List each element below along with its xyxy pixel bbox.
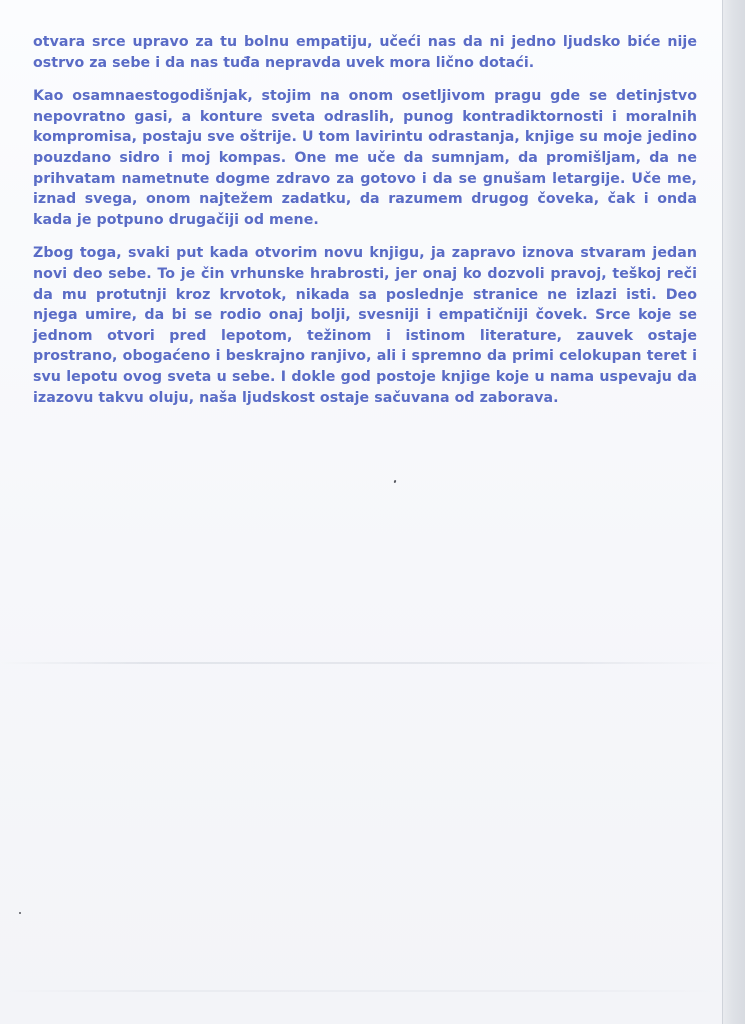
essay-text — [33, 32, 697, 421]
ink-speck — [19, 912, 21, 914]
paragraph-1: otvara srce upravo za tu bolnu empatiju, učeći nas da ni jedno ljudsko biće nije ostrvo za sebe i da nas tuđa nepravda uvek mora lično dotaći. — [33, 34, 697, 71]
paper-fold-line — [0, 990, 722, 992]
page-edge-shadow — [722, 0, 745, 1024]
paragraph-3: Zbog toga, svaki put kada otvorim novu knjigu, ja zapravo iznova stvaram jedan novi deo sebe. To je čin vrhunske hrabrosti, jer onaj ko dozvoli pravoj, teškoj reči da mu protutnji kroz krvotok, nikada sa poslednje stranice ne izlazi isti. Deo njega umire, da bi se rodio onaj bolji, svesniji i empatičniji čovek. Srce koje se jednom otvori pred lepotom, težinom i istinom literature, zauvek ostaje prostrano, obogaćeno i beskrajno ranjivo, ali i spremno da primi celokupan teret i svu lepotu ovog sveta u sebe. I dokle god postoje knjige koje u nama uspevaju da izazovu takvu oluju, naša ljudskost ostaje sačuvana od zaborava. — [33, 245, 697, 406]
ink-speck — [394, 480, 397, 484]
paper-fold-line — [0, 662, 722, 664]
paragraph-2: Kao osamnaestogodišnjak, stojim na onom osetljivom pragu gde se detinjstvo nepovratno gasi, a konture sveta odraslih, punog kontradiktornosti i moralnih kompromisa, postaju sve oštrije. U tom lavirintu odrastanja, knjige su moje jedino pouzdano sidro i moj kompas. One me uče da sumnjam, da promišljam, da ne prihvatam nametnute dogme zdravo za gotovo i da se gnušam letargije. Uče me, iznad svega, onom najtežem zadatku, da razumem drugog čoveka, čak i onda kada je potpuno drugačiji od mene. — [33, 88, 697, 228]
